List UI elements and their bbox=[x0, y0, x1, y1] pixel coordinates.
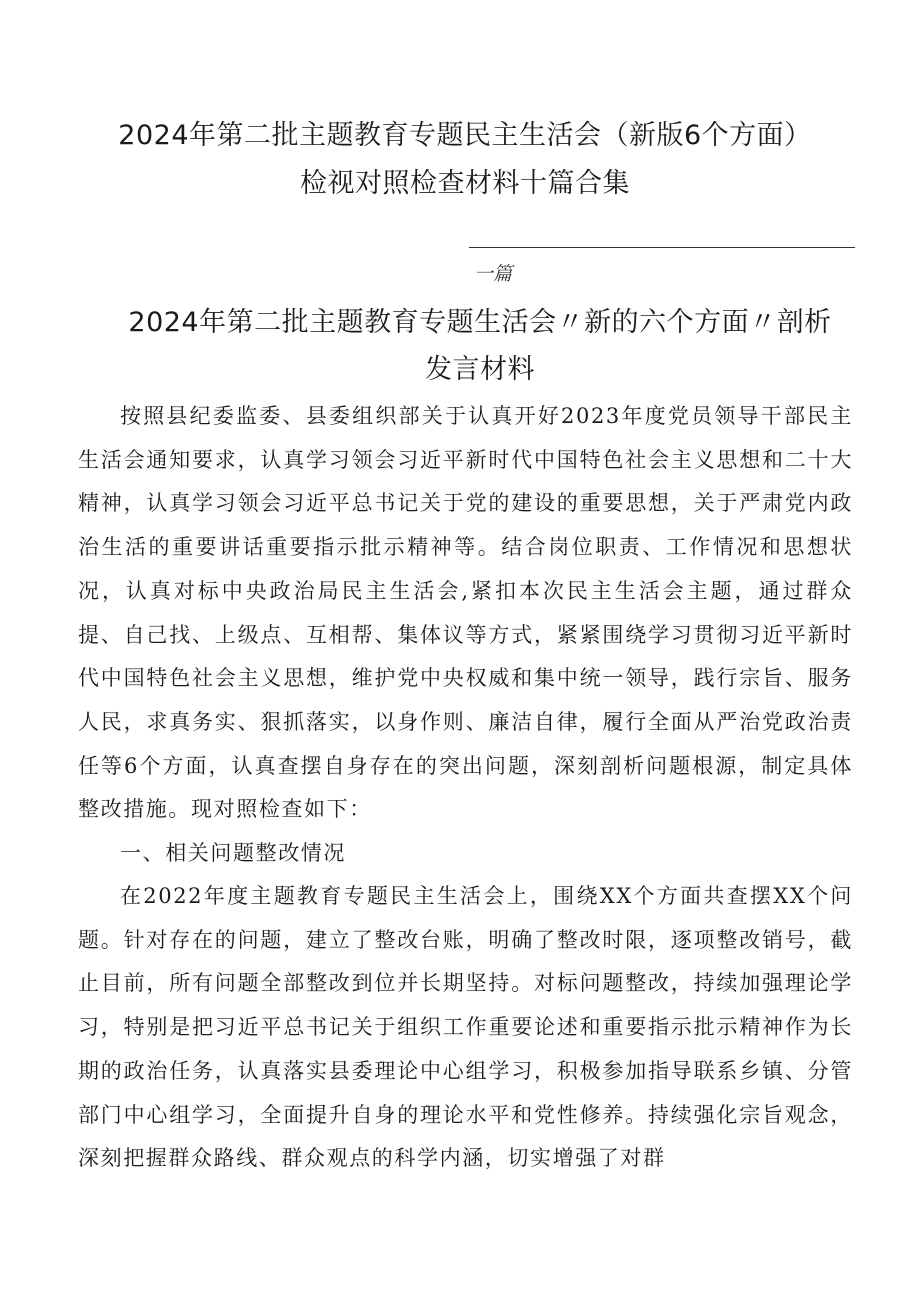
sub-title-line-1: 2024年第二批主题教育专题生活会〃新的六个方面〃剖析 bbox=[128, 307, 832, 338]
section-marker: 一篇 bbox=[474, 263, 513, 285]
section-divider bbox=[469, 247, 855, 248]
body-paragraph: 按照县纪委监委、县委组织部关于认真开好2023年度党员领导干部民主生活会通知要求，认真学习领会习近平新时代中国特色社会主义思想和二十大精神，认真学习领会习近平总书记关于党的建设的重要思想，关于严肃党内政治生活的重要讲话重要指示批示精神等。结合岗位职责、工作情况和思想状况，认真对标中央政治局民主生活会,紧扣本次民主生活会主题，通过群众提、自己找、上级点、互相帮、集体议等方式，紧紧围绕学习贯彻习近平新时代中国特色社会主义思想，维护党中央权威和集中统一领导，践行宗旨、服务人民，求真务实、狠抓落实，以身作则、廉洁自律，履行全面从严治党政治责任等6个方面，认真查摆自身存在的突出问题，深刻剖析问题根源，制定具体整改措施。现对照检查如下： bbox=[78, 404, 853, 822]
sub-title-line-2: 发言材料 bbox=[425, 354, 535, 385]
section-heading: 一、相关问题整改情况 bbox=[120, 841, 346, 865]
main-title-line-1: 2024年第二批主题教育专题民主生活会（新版6个方面） bbox=[118, 120, 812, 151]
body-paragraph: 在2022年度主题教育专题民主生活会上，围绕XX个方面共查摆XX个问题。针对存在的问题，建立了整改台账，明确了整改时限，逐项整改销号，截止目前，所有问题全部整改到位并长期坚持。对标问题整改，持续加强理论学习，特别是把习近平总书记关于组织工作重要论述和重要指示批示精神作为长期的政治任务，认真落实县委理论中心组学习，积极参加指导联系乡镇、分管部门中心组学习，全面提升自身的理论水平和党性修养。持续强化宗旨观念，深刻把握群众路线、群众观点的科学内涵，切实增强了对群 bbox=[78, 884, 853, 1171]
main-title-line-2: 检视对照检查材料十篇合集 bbox=[300, 168, 630, 199]
